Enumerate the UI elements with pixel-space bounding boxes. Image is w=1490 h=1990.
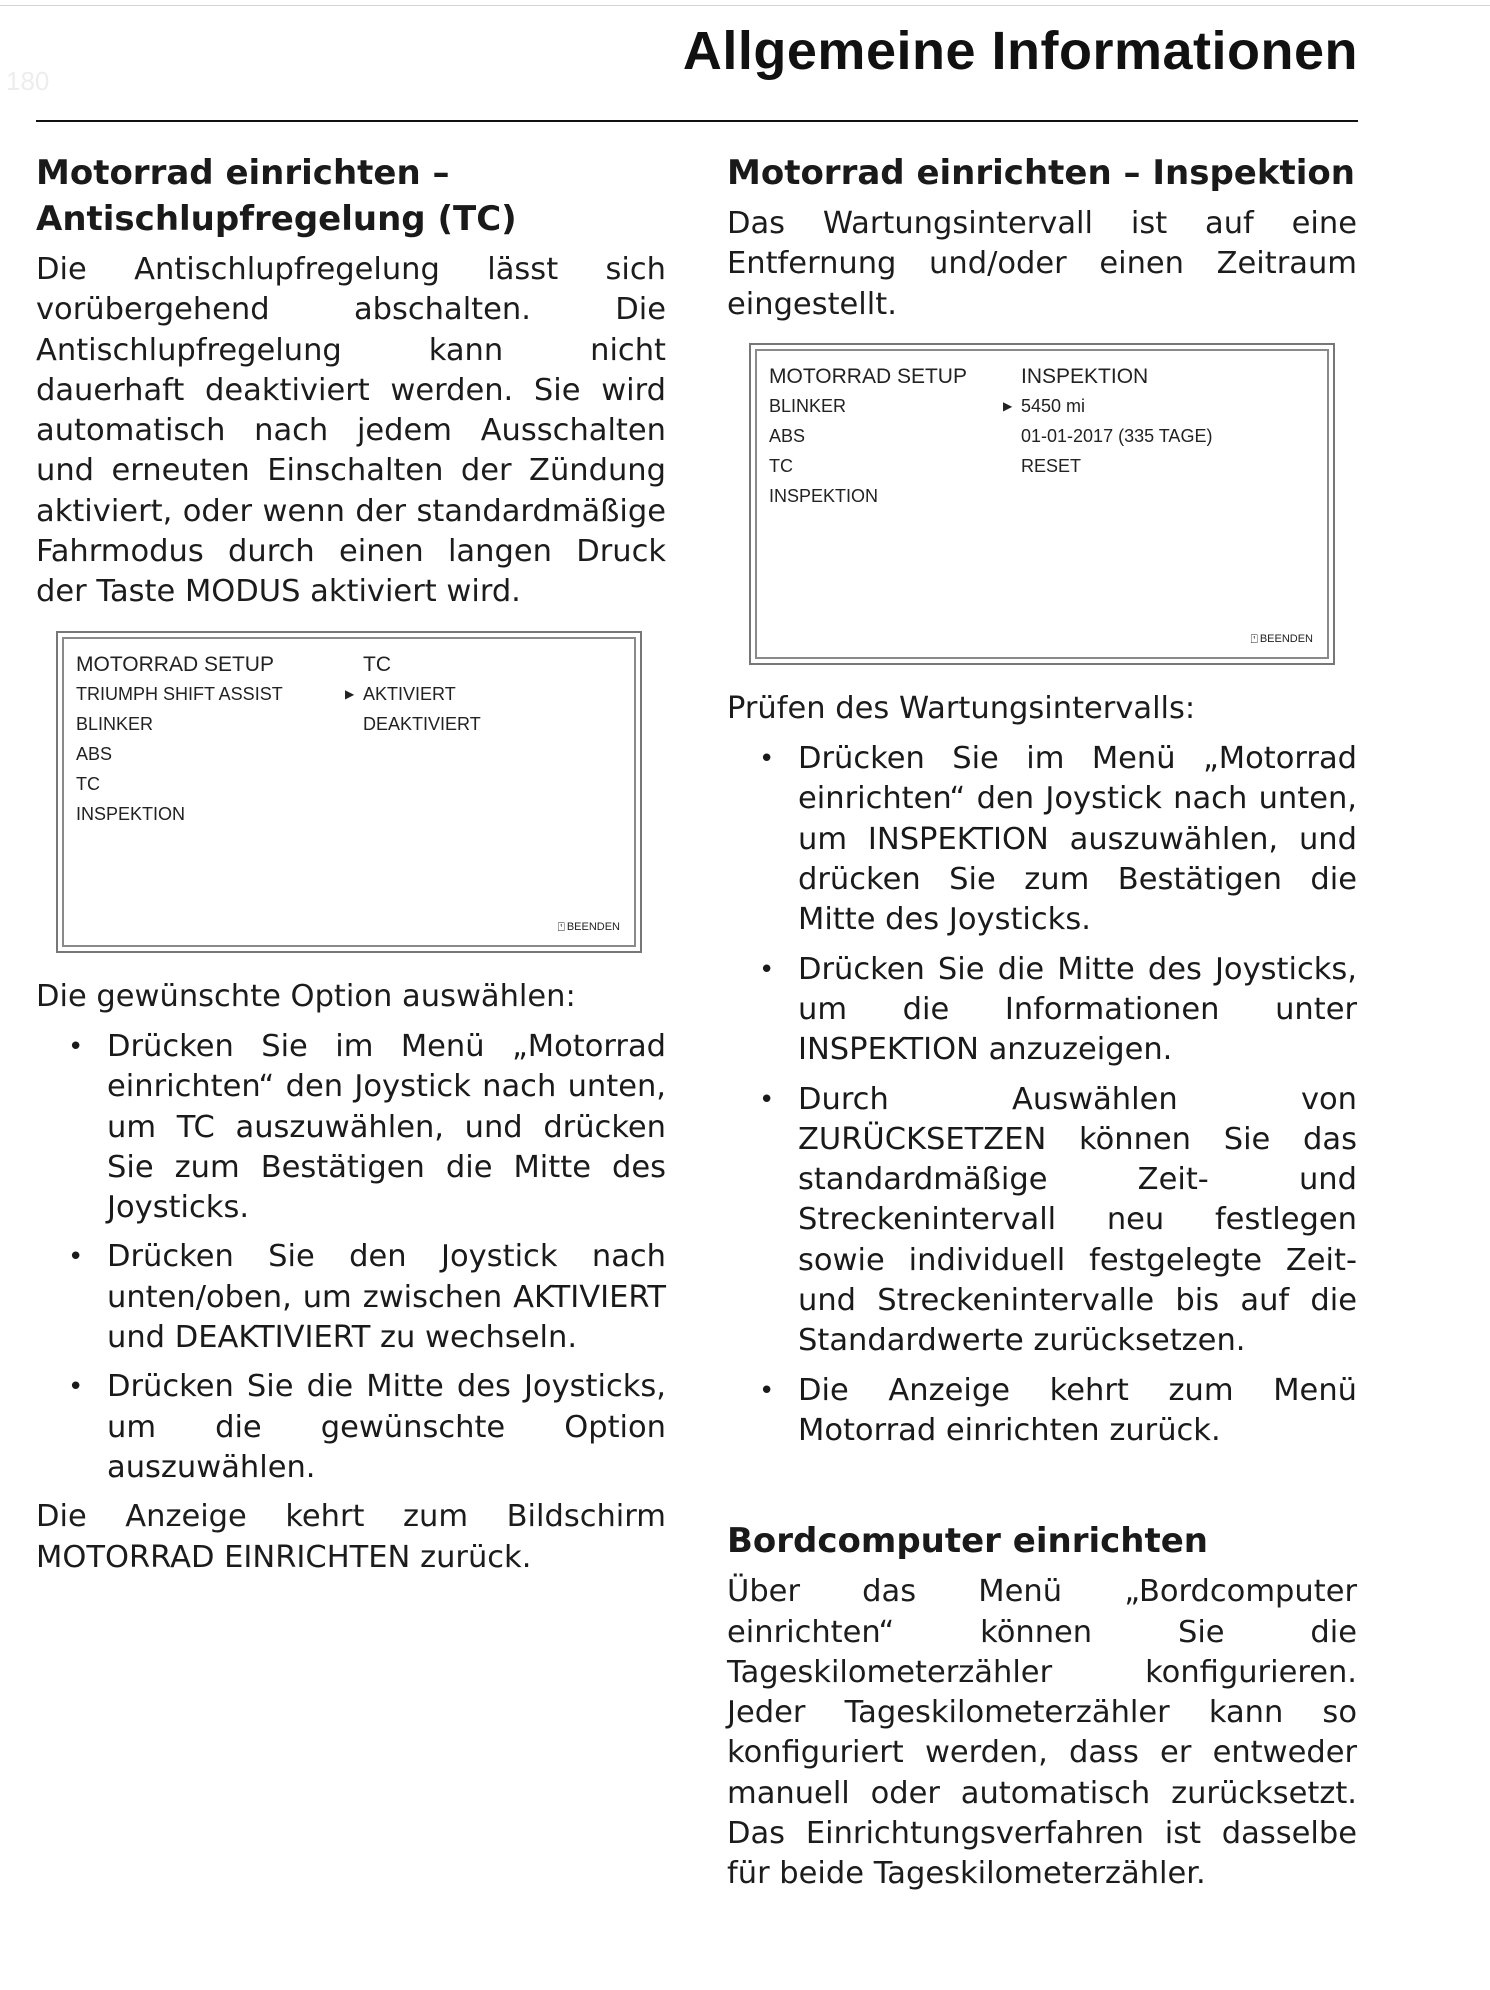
- exit-icon: ⍞: [557, 919, 565, 934]
- menu-item: BLINKER: [769, 395, 847, 416]
- tc-intro-paragraph: Die Antischlupfregelung lässt sich vorübergehend abschalten. Die Antischlupfregelung kann nicht dauerhaft deaktiviert werden. Sie wird automatisch nach jedem Ausschalten und erneuten Einschalten der Zündung aktiviert, oder wenn der standardmäßige Fahrmodus durch einen langen Druck der Taste MODUS aktiviert wird.: [36, 252, 666, 610]
- instructions-intro: Prüfen des Wartungsintervalls:: [727, 690, 1196, 726]
- heading-line-1: Motorrad einrichten –: [36, 153, 450, 193]
- info-panel: [1021, 363, 1212, 481]
- inspektion-screen-figure: [749, 343, 1335, 665]
- menu-title: MOTORRAD SETUP: [769, 364, 967, 388]
- list-item: • Die Anzeige kehrt zum Menü Motorrad einrichten zurück.: [727, 1371, 1357, 1452]
- tc-screen-figure: [56, 631, 642, 953]
- reset-value: RESET: [1021, 455, 1082, 476]
- menu-item: TC: [76, 773, 100, 794]
- panel-title: INSPEKTION: [1021, 364, 1149, 388]
- left-column: [36, 150, 666, 1578]
- exit-hint: [1251, 632, 1313, 647]
- header-divider: [36, 120, 1358, 122]
- list-item: • Durch Auswählen von ZURÜCKSETZEN können Sie das standardmäßige Zeit- und Streckenintervall neu festlegen sowie individuell festgelegte Zeit- und Streckenintervalle bis auf die Standardwerte zurücksetzen.: [727, 1080, 1357, 1362]
- section-heading-inspektion: Motorrad einrichten – Inspektion: [727, 153, 1355, 193]
- page-number: 180: [6, 66, 50, 96]
- menu-item: INSPEKTION: [76, 803, 186, 824]
- screen-frame: [755, 349, 1329, 659]
- screen-frame: [62, 637, 636, 947]
- top-border-line: [0, 5, 1490, 6]
- menu-item: BLINKER: [76, 713, 154, 734]
- section-heading-bordcomputer: Bordcomputer einrichten: [727, 1521, 1208, 1562]
- exit-icon: ⍞: [1250, 631, 1258, 646]
- exit-label: BEENDEN: [566, 921, 620, 934]
- menu-title: MOTORRAD SETUP: [76, 652, 274, 676]
- option-value: DEAKTIVIERT: [363, 713, 481, 734]
- menu-item: INSPEKTION: [769, 485, 879, 506]
- heading-line-2: Antischlupfregelung (TC): [36, 199, 517, 239]
- option-value-selected: ▶ AKTIVIERT: [363, 679, 481, 709]
- menu-list: [76, 651, 283, 829]
- section-heading-tc: [36, 150, 666, 242]
- menu-item: TC: [769, 455, 793, 476]
- menu-list: [769, 363, 967, 511]
- instruction-list: [36, 1027, 666, 1488]
- menu-item: ABS: [76, 743, 113, 764]
- right-column: [727, 150, 1357, 1895]
- option-panel: [363, 651, 481, 739]
- menu-item: TRIUMPH SHIFT ASSIST: [76, 683, 283, 704]
- list-item: • Drücken Sie die Mitte des Joysticks, um die Informationen unter INSPEKTION anzuzeigen.: [727, 950, 1357, 1071]
- page-title: Allgemeine Informationen: [682, 21, 1358, 81]
- list-item: • Drücken Sie den Joystick nach unten/oben, um zwischen AKTIVIERT und DEAKTIVIERT zu wechseln.: [36, 1237, 666, 1358]
- date-value: 01-01-2017 (335 TAGE): [1021, 425, 1213, 446]
- list-item: • Drücken Sie im Menü „Motorrad einrichten“ den Joystick nach unten, um TC auszuwählen, und drücken Sie zum Bestätigen die Mitte des Joysticks.: [36, 1027, 666, 1228]
- list-item: • Drücken Sie die Mitte des Joysticks, um die gewünschte Option auszuwählen.: [36, 1367, 666, 1488]
- instruction-list: [727, 739, 1357, 1451]
- inspektion-intro-paragraph: Das Wartungsintervall ist auf eine Entfernung und/oder einen Zeitraum eingestellt.: [727, 206, 1357, 322]
- panel-title: TC: [363, 652, 391, 676]
- bordcomputer-paragraph: Über das Menü „Bordcomputer einrichten“ können Sie die Tageskilometerzähler konfigurieren. Jeder Tageskilometerzähler kann so konfiguriert werden, dass er entweder manuell oder automatisch zurücksetzt. Das Einrichtungsverfahren ist dasselbe für beide Tageskilometerzähler.: [727, 1574, 1357, 1892]
- exit-hint: [558, 920, 620, 935]
- section-spacer: [727, 1460, 1357, 1518]
- list-item: • Drücken Sie im Menü „Motorrad einrichten“ den Joystick nach unten, um INSPEKTION auszuwählen, und drücken Sie zum Bestätigen die Mitte des Joysticks.: [727, 739, 1357, 940]
- menu-item: ABS: [769, 425, 806, 446]
- exit-label: BEENDEN: [1259, 633, 1313, 646]
- instructions-intro: Die gewünschte Option auswählen:: [36, 978, 576, 1014]
- mileage-value: ▶ 5450 mi: [1021, 391, 1212, 421]
- closing-paragraph: Die Anzeige kehrt zum Bildschirm MOTORRAD EINRICHTEN zurück.: [36, 1499, 666, 1575]
